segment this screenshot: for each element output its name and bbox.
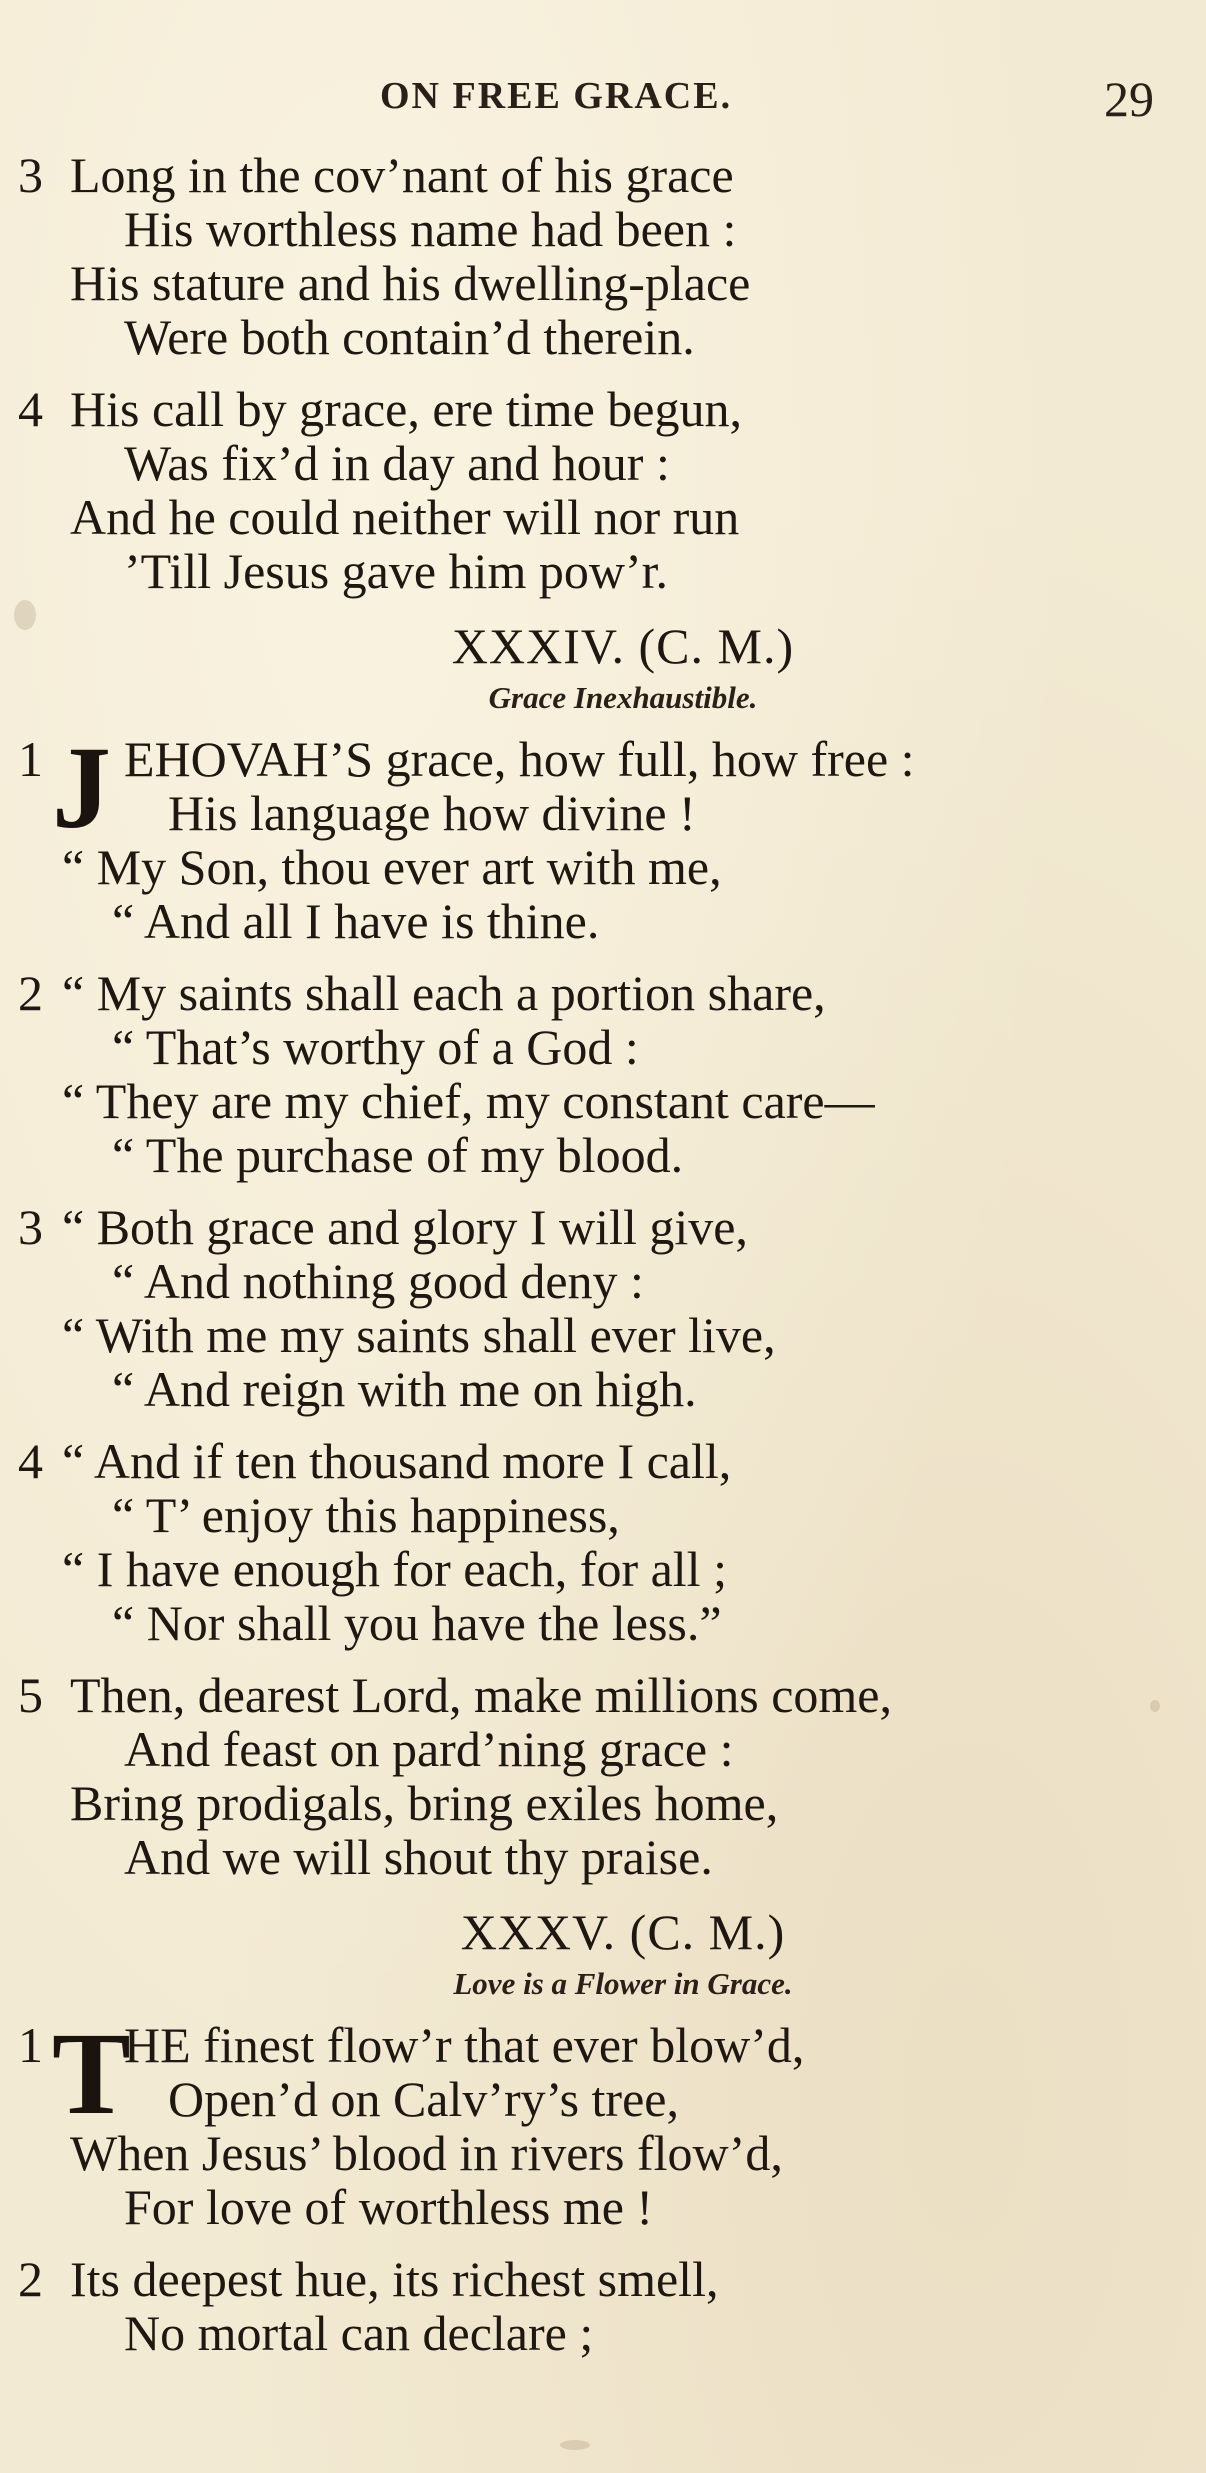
verse-text: “ I have enough for each, for all ; xyxy=(62,1541,727,1597)
verse-text: Open’d on Calv’ry’s tree, xyxy=(168,2071,679,2127)
verse-line xyxy=(0,1722,1206,1776)
verse-text: HE finest flow’r that ever blow’d, xyxy=(124,2017,805,2073)
verse-text: Long in the cov’nant of his grace xyxy=(70,147,734,203)
verse-text: Were both contain’d therein. xyxy=(124,309,695,365)
stanza-number: 2 xyxy=(18,2251,43,2307)
verse-text: EHOVAH’S grace, how full, how free : xyxy=(124,731,915,787)
verse-line xyxy=(0,544,1206,598)
stanza-number: 2 xyxy=(18,965,43,1021)
drop-cap: T xyxy=(52,2008,131,2139)
verse-text: “ My saints shall each a portion share, xyxy=(62,965,826,1021)
verse-line xyxy=(0,894,1206,948)
verse-text: “ Nor shall you have the less.” xyxy=(112,1595,722,1651)
verse-line xyxy=(0,310,1206,364)
verse-line xyxy=(0,1308,1206,1362)
verse-text: “ With me my saints shall ever live, xyxy=(62,1307,776,1363)
verse-line xyxy=(0,732,1206,786)
verse-line xyxy=(0,786,1206,840)
verse-text: ’Till Jesus gave him pow’r. xyxy=(124,543,668,599)
verse-text: “ The purchase of my blood. xyxy=(112,1127,684,1183)
stanza-number: 1 xyxy=(18,731,43,787)
verse-text: “ And reign with me on high. xyxy=(112,1361,697,1417)
hymn-34-stanza-4 xyxy=(0,1434,1206,1650)
verse-line xyxy=(0,1776,1206,1830)
hymn-34-stanza-5 xyxy=(0,1668,1206,1884)
verse-line xyxy=(0,1074,1206,1128)
verse-text: “ And nothing good deny : xyxy=(112,1253,644,1309)
verse-text: For love of worthless me ! xyxy=(124,2179,654,2235)
running-head: ON FREE GRACE. xyxy=(380,75,733,117)
verse-text: Its deepest hue, its richest smell, xyxy=(70,2251,719,2307)
verse-text: “ They are my chief, my constant care— xyxy=(62,1073,875,1129)
verse-line xyxy=(0,256,1206,310)
stanza-number: 4 xyxy=(18,1433,43,1489)
page-header xyxy=(0,70,1206,130)
paper-speck xyxy=(560,2440,590,2450)
verse-line xyxy=(0,2252,1206,2306)
hymn-34-stanza-2 xyxy=(0,966,1206,1182)
verse-line xyxy=(0,1434,1206,1488)
verse-text: His stature and his dwelling-place xyxy=(70,255,751,311)
verse-text: His language how divine ! xyxy=(168,785,696,841)
stanza-number: 5 xyxy=(18,1667,43,1723)
verse-line xyxy=(0,1362,1206,1416)
verse-line xyxy=(0,1668,1206,1722)
hymn-35-title: XXXV. (C. M.) xyxy=(460,1904,786,1960)
hymn-35-subtitle: Love is a Flower in Grace. xyxy=(453,1966,793,2001)
drop-cap: J xyxy=(52,722,111,853)
verse-line xyxy=(0,202,1206,256)
verse-text: And he could neither will nor run xyxy=(70,489,740,545)
verse-line xyxy=(0,490,1206,544)
stanza-4-prev xyxy=(0,382,1206,598)
verse-text: When Jesus’ blood in rivers flow’d, xyxy=(70,2125,783,2181)
verse-line xyxy=(0,1128,1206,1182)
verse-text: “ That’s worthy of a God : xyxy=(112,1019,639,1075)
stanza-3-prev xyxy=(0,148,1206,364)
verse-line xyxy=(0,1020,1206,1074)
verse-text: His call by grace, ere time begun, xyxy=(70,381,742,437)
paper-speck xyxy=(1150,1700,1160,1712)
verse-line xyxy=(0,2018,1206,2072)
verse-text: His worthless name had been : xyxy=(124,201,737,257)
hymn-34-title: XXXIV. (C. M.) xyxy=(451,618,795,674)
verse-line xyxy=(0,1830,1206,1884)
stanza-number: 4 xyxy=(18,381,43,437)
stanza-number: 3 xyxy=(18,147,43,203)
verse-text: “ My Son, thou ever art with me, xyxy=(62,839,722,895)
verse-line xyxy=(0,1200,1206,1254)
paper-speck xyxy=(14,600,36,630)
hymn-35-stanza-2 xyxy=(0,2252,1206,2360)
verse-text: And we will shout thy praise. xyxy=(124,1829,713,1885)
verse-line xyxy=(0,1254,1206,1308)
verse-text: “ T’ enjoy this happiness, xyxy=(112,1487,620,1543)
stanza-number: 1 xyxy=(18,2017,43,2073)
verse-line xyxy=(0,2306,1206,2360)
verse-text: “ And if ten thousand more I call, xyxy=(62,1433,732,1489)
verse-text: No mortal can declare ; xyxy=(124,2305,594,2361)
page-content xyxy=(0,148,1206,2378)
verse-text: “ Both grace and glory I will give, xyxy=(62,1199,748,1255)
verse-text: And feast on pard’ning grace : xyxy=(124,1721,734,1777)
verse-line xyxy=(0,1542,1206,1596)
verse-line xyxy=(0,2126,1206,2180)
verse-line xyxy=(0,840,1206,894)
verse-line xyxy=(0,2180,1206,2234)
verse-line xyxy=(0,1596,1206,1650)
hymn-34-stanza-3 xyxy=(0,1200,1206,1416)
verse-line xyxy=(0,148,1206,202)
verse-line xyxy=(0,966,1206,1020)
verse-text: “ And all I have is thine. xyxy=(112,893,600,949)
verse-line xyxy=(0,382,1206,436)
verse-text: Then, dearest Lord, make millions come, xyxy=(70,1667,892,1723)
page-number: 29 xyxy=(1104,71,1154,127)
hymn-34-stanza-1 xyxy=(0,722,1206,949)
verse-line xyxy=(0,2072,1206,2126)
verse-text: Was fix’d in day and hour : xyxy=(124,435,670,491)
stanza-number: 3 xyxy=(18,1199,43,1255)
verse-text: Bring prodigals, bring exiles home, xyxy=(70,1775,779,1831)
hymn-35-stanza-1 xyxy=(0,2008,1206,2235)
verse-line xyxy=(0,436,1206,490)
verse-line xyxy=(0,1488,1206,1542)
hymn-34-subtitle: Grace Inexhaustible. xyxy=(488,680,758,715)
